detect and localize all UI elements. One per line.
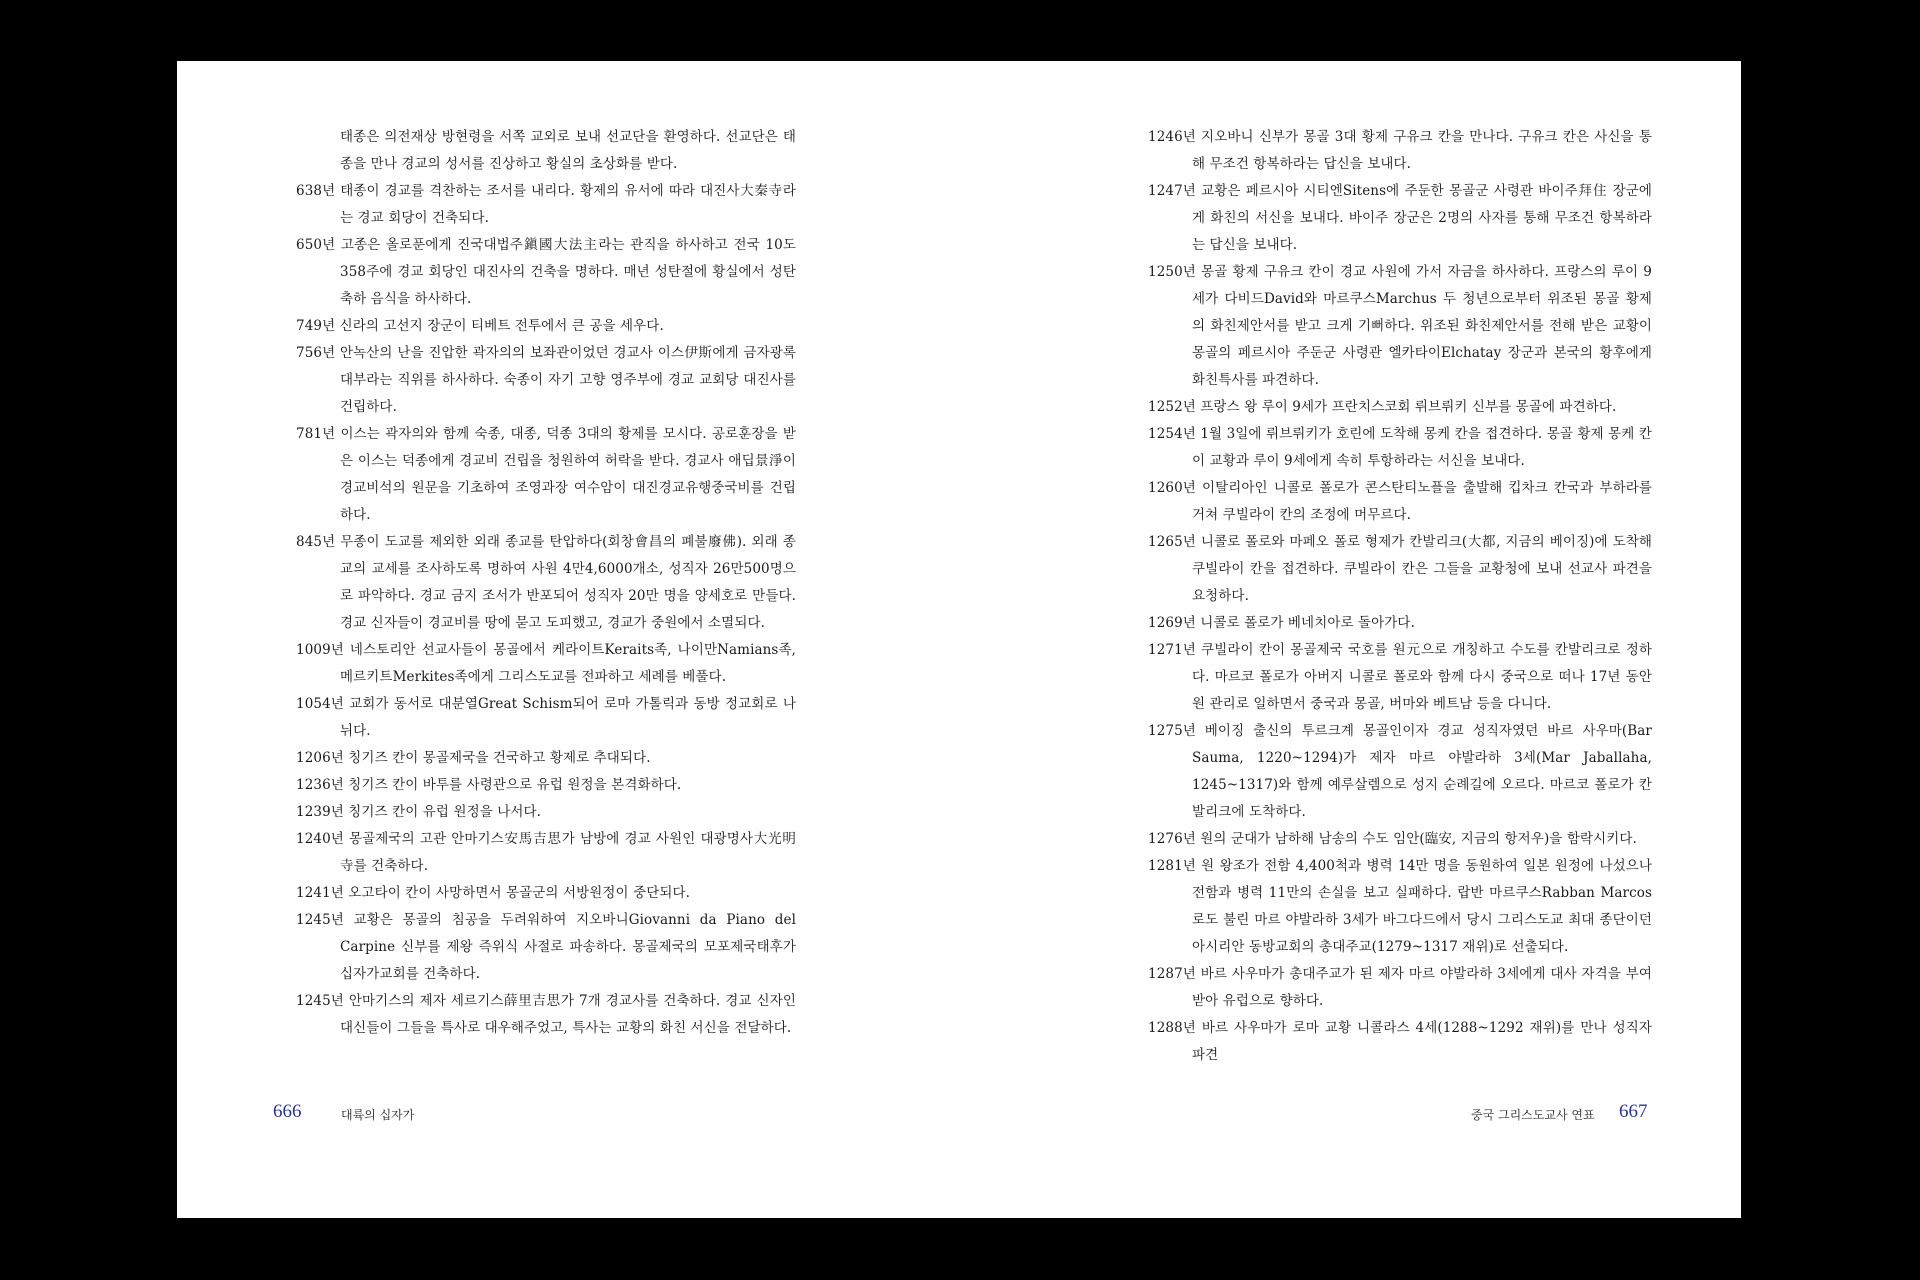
page-number: 666 [273, 1101, 302, 1122]
right-entries [1148, 124, 1652, 1069]
timeline-entry: 1281년 원 왕조가 전함 4,400척과 병력 14만 명을 동원하여 일본 원정에 나섰으나 전함과 병력 11만의 손실을 보고 실패하다. 랍반 마르쿠스Rabban Marcos로도 불린 마르 야발라하 3세가 바그다드에서 당시 그리스도교 최대 종단이던 아시리안 동방교회의 총대주교(1279~1317 재위)로 선출되다. [1148, 858, 1652, 955]
timeline-entry: 1247년 교황은 페르시아 시티엔Sitens에 주둔한 몽골군 사령관 바이주拜住 장군에게 화친의 서신을 보내다. 바이주 장군은 2명의 사자를 통해 무조건 항복하라는 답신을 보내다. [1148, 183, 1652, 253]
timeline-entry: 1254년 1월 3일에 뤼브뤼키가 호린에 도착해 몽케 칸을 접견하다. 몽골 황제 몽케 칸이 교황과 루이 9세에게 속히 투항하라는 서신을 보내다. [1148, 426, 1652, 469]
timeline-entry: 1206년 칭기즈 칸이 몽골제국을 건국하고 황제로 추대되다. [296, 750, 651, 766]
timeline-entry: 1245년 교황은 몽골의 침공을 두려워하여 지오바니Giovanni da Piano del Carpine 신부를 제왕 즉위식 사절로 파송하다. 몽골제국의 모포제국태후가 십자가교회를 건축하다. [296, 912, 796, 982]
timeline-entry: 749년 신라의 고선지 장군이 티베트 전투에서 큰 공을 세우다. [296, 318, 664, 334]
timeline-entry: 638년 태종이 경교를 격찬하는 조서를 내리다. 황제의 유서에 따라 대진사大秦寺라는 경교 회당이 건축되다. [296, 183, 796, 226]
timeline-entry: 1250년 몽골 황제 구유크 칸이 경교 사원에 가서 자금을 하사하다. 프랑스의 루이 9세가 다비드David와 마르쿠스Marchus 두 청년으로부터 위조된 몽골 황제의 화친제안서를 받고 크게 기뻐하다. 위조된 화친제안서를 전해 받은 교황이 몽골의 페르시아 주둔군 사령관 엘카타이Elchatay 장군과 본국의 황후에게 화친특사를 파견하다. [1148, 264, 1652, 388]
timeline-entry: 1054년 교회가 동서로 대분열Great Schism되어 로마 가톨릭과 동방 정교회로 나뉘다. [296, 696, 796, 739]
timeline-entry: 1245년 안마기스의 제자 세르기스薛里吉思가 7개 경교사를 건축하다. 경교 신자인 대신들이 그들을 특사로 대우해주었고, 특사는 교황의 화친 서신을 전달하다. [296, 993, 796, 1036]
timeline-entry: 1265년 니콜로 폴로와 마페오 폴로 형제가 칸발리크(大都, 지금의 베이징)에 도착해 쿠빌라이 칸을 접견하다. 쿠빌라이 칸은 그들을 교황청에 보내 선교사 파견을 요청하다. [1148, 534, 1652, 604]
left-page [177, 61, 954, 1218]
timeline-entry: 1240년 몽골제국의 고관 안마기스安馬吉思가 남방에 경교 사원인 대광명사大光明寺를 건축하다. [296, 831, 796, 874]
timeline-entry: 1288년 바르 사우마가 로마 교황 니콜라스 4세(1288~1292 재위)를 만나 성직자 파견 [1148, 1020, 1652, 1063]
timeline-entry: 1239년 칭기즈 칸이 유럽 원정을 나서다. [296, 804, 542, 820]
left-entries [296, 124, 796, 1042]
running-footer-title: 대륙의 십자가 [341, 1108, 415, 1122]
timeline-entry: 781년 이스는 곽자의와 함께 숙종, 대종, 덕종 3대의 황제를 모시다. 공로훈장을 받은 이스는 덕종에게 경교비 건립을 청원하여 허락을 받다. 경교사 애딥景淨이 경교비석의 원문을 기초하여 조영과장 여수암이 대진경교유행중국비를 건립하다. [296, 426, 796, 523]
timeline-entry: 1241년 오고타이 칸이 사망하면서 몽골군의 서방원정이 중단되다. [296, 885, 691, 901]
timeline-entry: 1276년 원의 군대가 남하해 남송의 수도 임안(臨安, 지금의 항저우)을 함락시키다. [1148, 831, 1637, 847]
timeline-entry: 1260년 이탈리아인 니콜로 폴로가 콘스탄티노플을 출발해 킵차크 칸국과 부하라를 거쳐 쿠빌라이 칸의 조정에 머무르다. [1148, 480, 1652, 523]
timeline-entry: 1236년 칭기즈 칸이 바투를 사령관으로 유럽 원정을 본격화하다. [296, 777, 682, 793]
running-footer-title: 중국 그리스도교사 연표 [1471, 1108, 1595, 1122]
timeline-entry: 1246년 지오바니 신부가 몽골 3대 황제 구유크 칸을 만나다. 구유크 칸은 사신을 통해 무조건 항복하라는 답신을 보내다. [1148, 129, 1652, 172]
timeline-entry: 650년 고종은 올로푼에게 진국대법주鎭國大法主라는 관직을 하사하고 전국 10도 358주에 경교 회당인 대진사의 건축을 명하다. 매년 성탄절에 황실에서 성탄 축하 음식을 하사하다. [296, 237, 796, 307]
timeline-entry: 태종은 의전재상 방현령을 서쪽 교외로 보내 선교단을 환영하다. 선교단은 태종을 만나 경교의 성서를 진상하고 황실의 초상화를 받다. [340, 129, 796, 172]
timeline-entry: 1287년 바르 사우마가 총대주교가 된 제자 마르 야발라하 3세에게 대사 자격을 부여받아 유럽으로 향하다. [1148, 966, 1652, 1009]
timeline-entry: 845년 무종이 도교를 제외한 외래 종교를 탄압하다(회창會昌의 폐불廢佛). 외래 종교의 교세를 조사하도록 명하여 사원 4만4,6000개소, 성직자 26만500명으로 파악하다. 경교 금지 조서가 반포되어 성직자 20만 명을 양세호로 만들다. 경교 신자들이 경교비를 땅에 묻고 도피했고, 경교가 중원에서 소멸되다. [296, 534, 796, 631]
timeline-entry: 1271년 쿠빌라이 칸이 몽골제국 국호를 원元으로 개칭하고 수도를 칸발리크로 정하다. 마르코 폴로가 아버지 니콜로 폴로와 함께 다시 중국으로 떠나 17년 동안 원 관리로 일하면서 중국과 몽골, 버마와 베트남 등을 다니다. [1148, 642, 1652, 712]
timeline-entry: 1252년 프랑스 왕 루이 9세가 프란치스코회 뤼브뤼키 신부를 몽골에 파견하다. [1148, 399, 1617, 415]
timeline-entry: 1275년 베이징 출신의 투르크계 몽골인이자 경교 성직자였던 바르 사우마(Bar Sauma, 1220~1294)가 제자 마르 야발라하 3세(Mar Jaballaha, 1245~1317)와 함께 예루살렘으로 성지 순례길에 오르다. 마르코 폴로가 칸발리크에 도착하다. [1148, 723, 1652, 820]
timeline-entry: 1269년 니콜로 폴로가 베네치아로 돌아가다. [1148, 615, 1415, 631]
page-number: 667 [1619, 1101, 1648, 1122]
timeline-entry: 756년 안녹산의 난을 진압한 곽자의의 보좌관이었던 경교사 이스伊斯에게 금자광록대부라는 직위를 하사하다. 숙종이 자기 고향 영주부에 경교 교회당 대진사를 건립하다. [296, 345, 796, 415]
right-page [954, 61, 1741, 1218]
timeline-entry: 1009년 네스토리안 선교사들이 몽골에서 케라이트Keraits족, 나이만Namians족, 메르키트Merkites족에게 그리스도교를 전파하고 세례를 베풀다. [296, 642, 796, 685]
